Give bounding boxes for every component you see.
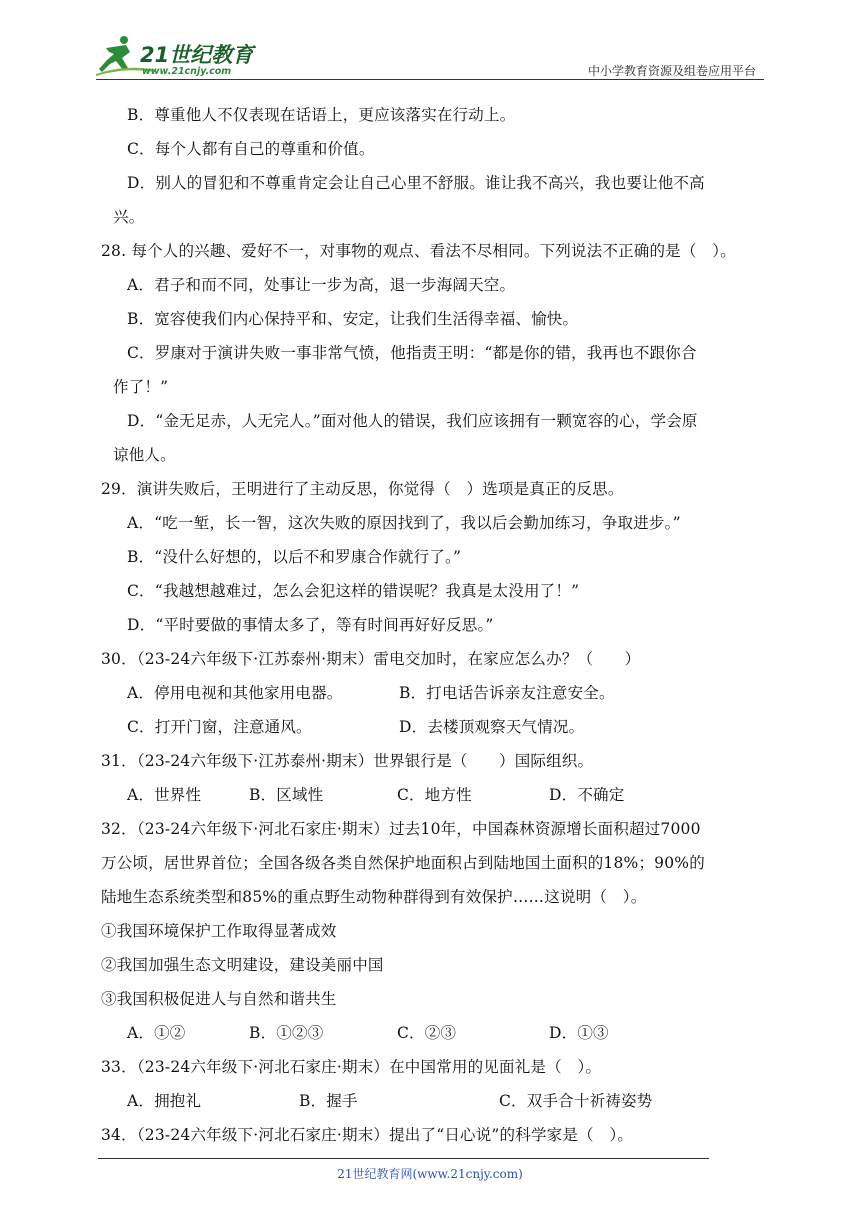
option-continuation: 谅他人。 xyxy=(113,446,176,464)
footer-divider xyxy=(98,1158,709,1159)
options-row xyxy=(101,710,763,744)
question-28: 28. 每个人的兴趣、爱好不一，对事物的观点、看法不尽相同。下列说法不正确的是（ ）。 xyxy=(101,242,736,260)
option-line: C．罗康对于演讲失败一事非常气愤，他指责王明：“都是你的错，我再也不跟你合 xyxy=(127,344,697,362)
option-c: C．地方性 xyxy=(397,786,472,804)
question-31: 31．（23-24六年级下·江苏泰州·期末）世界银行是（ ）国际组织。 xyxy=(101,752,594,770)
option-c: C．双手合十祈祷姿势 xyxy=(499,1092,653,1110)
option-line: A．君子和而不同，处事让一步为高，退一步海阔天空。 xyxy=(127,276,516,294)
option-b: B．握手 xyxy=(299,1092,358,1110)
option-b: B．区域性 xyxy=(249,786,324,804)
option-line: B．尊重他人不仅表现在话语上，更应该落实在行动上。 xyxy=(127,106,516,124)
option-line: C．每个人都有自己的尊重和价值。 xyxy=(127,140,375,158)
option-d: D．①③ xyxy=(549,1024,609,1042)
option-line: D．“平时要做的事情太多了，等有时间再好好反思。” xyxy=(127,616,494,634)
question-29: 29．演讲失败后，王明进行了主动反思，你觉得（ ）选项是真正的反思。 xyxy=(101,480,624,498)
question-text: 陆地生态系统类型和85%的重点野生动物种群得到有效保护……这说明（ ）。 xyxy=(101,888,647,906)
option-c: C．打开门窗，注意通风。 xyxy=(127,718,312,736)
option-a: A．停用电视和其他家用电器。 xyxy=(127,684,343,702)
statement-1: ①我国环境保护工作取得显著成效 xyxy=(101,922,337,940)
option-line: B．“没什么好想的，以后不和罗康合作就行了。” xyxy=(127,548,462,566)
question-34: 34．（23-24六年级下·河北石家庄·期末）提出了“日心说”的科学家是（ ）。 xyxy=(101,1126,634,1144)
option-line: C．“我越想越难过，怎么会犯这样的错误呢？我真是太没用了！” xyxy=(127,582,580,600)
options-row xyxy=(101,1016,763,1050)
option-line: D．别人的冒犯和不尊重肯定会让自己心里不舒服。谁让我不高兴，我也要让他不高 xyxy=(127,174,705,192)
options-row xyxy=(101,676,763,710)
option-continuation: 兴。 xyxy=(113,208,145,226)
question-30: 30．（23-24六年级下·江苏泰州·期末）雷电交加时，在家应怎么办？（ ） xyxy=(101,650,641,668)
logo-url: www.21cnjy.com xyxy=(142,66,232,77)
option-a: A．①② xyxy=(127,1024,186,1042)
options-row xyxy=(101,1084,763,1118)
header-divider xyxy=(96,79,764,80)
option-line: B．宽容使我们内心保持平和、安定，让我们生活得幸福、愉快。 xyxy=(127,310,579,328)
platform-title: 中小学教育资源及组卷应用平台 xyxy=(587,64,756,78)
options-row xyxy=(101,778,763,812)
question-text: 万公顷，居世界首位；全国各级各类自然保护地面积占到陆地国土面积的18%；90%的 xyxy=(101,854,705,872)
option-d: D．不确定 xyxy=(549,786,625,804)
option-c: C．②③ xyxy=(397,1024,457,1042)
option-line: A．“吃一堑，长一智，这次失败的原因找到了，我以后会勤加练习，争取进步。” xyxy=(127,514,681,532)
footer-link[interactable]: 21世纪教育网(www.21cnjy.com) xyxy=(337,1167,523,1181)
option-a: A．世界性 xyxy=(127,786,202,804)
option-d: D．去楼顶观察天气情况。 xyxy=(399,718,585,736)
logo-text: 21世纪教育 xyxy=(140,43,254,67)
logo xyxy=(96,34,266,78)
option-continuation: 作了！” xyxy=(113,378,169,396)
option-b: B．打电话告诉亲友注意安全。 xyxy=(399,684,615,702)
page-header xyxy=(96,34,764,80)
question-32: 32．（23-24六年级下·河北石家庄·期末）过去10年，中国森林资源增长面积超过7000 xyxy=(101,820,701,838)
statement-2: ②我国加强生态文明建设，建设美丽中国 xyxy=(101,956,384,974)
question-content xyxy=(101,98,763,1152)
option-line: D．“金无足赤，人无完人。”面对他人的错误，我们应该拥有一颗宽容的心，学会原 xyxy=(127,412,698,430)
option-a: A．拥抱礼 xyxy=(127,1092,202,1110)
option-b: B．①②③ xyxy=(249,1024,324,1042)
statement-3: ③我国积极促进人与自然和谐共生 xyxy=(101,990,337,1008)
question-33: 33．（23-24六年级下·河北石家庄·期末）在中国常用的见面礼是（ ）。 xyxy=(101,1058,602,1076)
